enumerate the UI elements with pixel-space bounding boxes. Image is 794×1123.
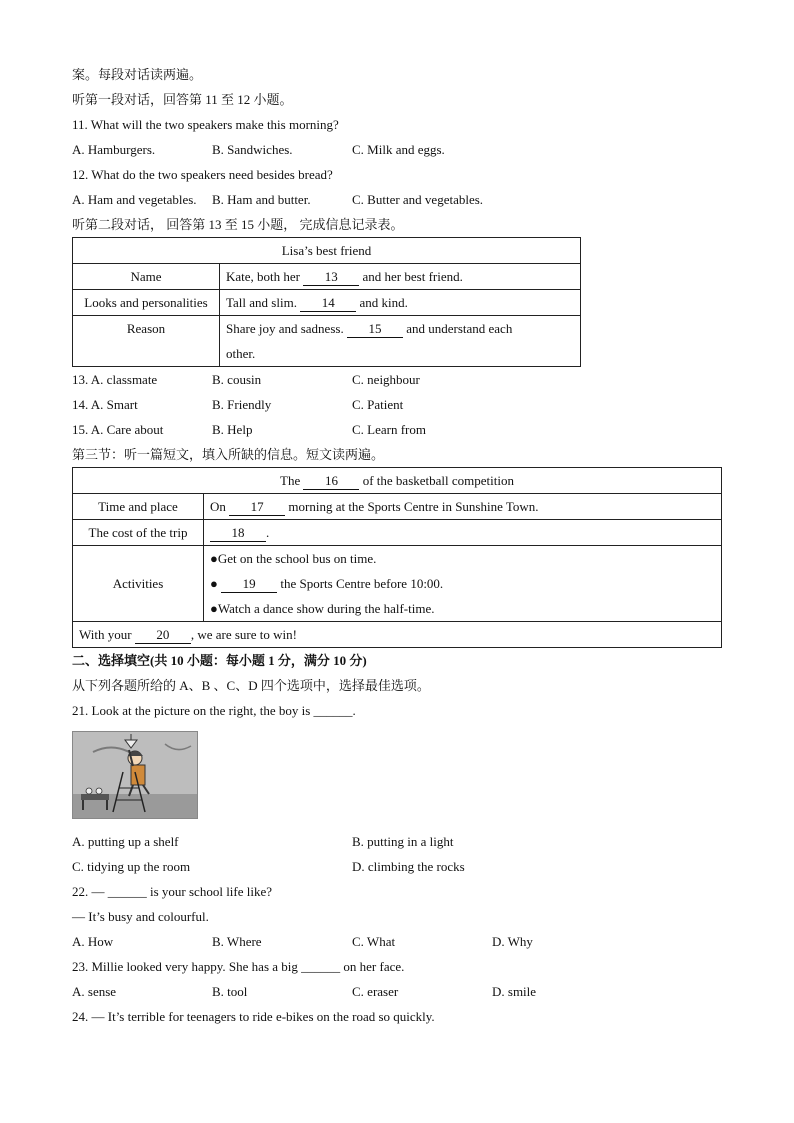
question-stem: 23. Millie looked very happy. She has a big ______ on her face.: [72, 959, 405, 974]
bullet-icon: ●: [210, 551, 218, 566]
question-stem: 12. What do the two speakers need besides bread?: [72, 167, 333, 182]
option: B. Friendly: [212, 397, 272, 412]
option: A. Hamburgers.: [72, 142, 156, 157]
cell-text: and her best friend.: [362, 269, 463, 284]
question-options: [72, 929, 722, 954]
option: C. Butter and vegetables.: [352, 192, 484, 207]
info-table-2: [72, 467, 722, 648]
question-stem: 21. Look at the picture on the right, the boy is ______.: [72, 703, 356, 718]
table-label: Time and place: [73, 494, 204, 520]
cell-text: Share joy and sadness.: [226, 321, 344, 336]
option: 15. A. Care about: [72, 422, 164, 437]
option: A. Ham and vegetables.: [72, 192, 197, 207]
exam-page: [72, 62, 722, 1029]
table-label: The cost of the trip: [73, 520, 204, 546]
option: B. Ham and butter.: [212, 192, 311, 207]
question-options: [72, 854, 722, 879]
question-options: [72, 829, 722, 854]
cell-text: and understand each: [406, 321, 513, 336]
blank: 20: [135, 627, 191, 644]
cell-text: .: [266, 525, 270, 540]
instruction-line: 听第一段对话，回答第 11 至 12 小题。: [72, 92, 293, 107]
table-cell: [220, 316, 581, 367]
question-stem: 24. — It’s terrible for teenagers to ride e-bikes on the road so quickly.: [72, 1009, 435, 1024]
question-options: [72, 979, 722, 1004]
table-cell: [220, 290, 581, 316]
cell-text: Watch a dance show during the half-time.: [217, 601, 435, 616]
question-reply: — It’s busy and colourful.: [72, 909, 209, 924]
cell-text: other.: [226, 346, 256, 361]
blank: 13: [303, 269, 359, 286]
section-intro: 听第二段对话， 回答第 13 至 15 小题， 完成信息记录表。: [72, 217, 404, 232]
option: C. tidying up the room: [72, 859, 191, 874]
table-label: Activities: [73, 546, 204, 622]
question-options: [72, 417, 722, 442]
option: C. eraser: [352, 984, 399, 999]
blank: 15: [347, 321, 403, 338]
table-title: [73, 468, 722, 494]
option: B. Where: [212, 934, 262, 949]
option: C. What: [352, 934, 396, 949]
question-stem: 22. — ______ is your school life like?: [72, 884, 273, 899]
option: A. How: [72, 934, 114, 949]
bullet-icon: ●: [210, 601, 218, 616]
cell-text: Kate, both her: [226, 269, 301, 284]
part-heading: 二、选择填空(共 10 小题：每小题 1 分，满分 10 分): [72, 653, 367, 668]
instruction-line: 案。每段对话读两遍。: [72, 67, 203, 82]
cell-text: morning at the Sports Centre in Sunshine Town.: [288, 499, 539, 514]
boy-on-ladder-image: [73, 732, 197, 818]
cell-text: With your: [79, 627, 132, 642]
part-intro: 从下列各题所给的 A、B 、C、D 四个选项中，选择最佳选项。: [72, 678, 430, 693]
question-picture: [72, 731, 198, 819]
table-cell: [204, 546, 722, 622]
option: B. cousin: [212, 372, 262, 387]
option: C. Patient: [352, 397, 404, 412]
blank: 18: [210, 525, 266, 542]
question-options: [72, 367, 722, 392]
cell-text: the Sports Centre before 10:00.: [280, 576, 444, 591]
table-cell: [204, 494, 722, 520]
question-options: [72, 392, 722, 417]
blank: 17: [229, 499, 285, 516]
option: C. Learn from: [352, 422, 427, 437]
option: C. neighbour: [352, 372, 420, 387]
option: A. sense: [72, 984, 117, 999]
question-options: [72, 187, 722, 212]
section-intro: 第三节：听一篇短文，填入所缺的信息。短文读两遍。: [72, 447, 385, 462]
blank: 14: [300, 295, 356, 312]
cell-text: Tall and slim.: [226, 295, 297, 310]
option: 13. A. classmate: [72, 372, 158, 387]
cell-text: of the basketball competition: [362, 473, 514, 488]
table-label: Looks and personalities: [73, 290, 220, 316]
cell-text: On: [210, 499, 226, 514]
blank: 19: [221, 576, 277, 593]
option: B. Sandwiches.: [212, 142, 293, 157]
table-cell: [204, 520, 722, 546]
option: A. putting up a shelf: [72, 834, 179, 849]
table-footer: [73, 622, 722, 648]
table-label: Name: [73, 264, 220, 290]
cell-text: , we are sure to win!: [190, 627, 297, 642]
cell-text: Get on the school bus on time.: [217, 551, 377, 566]
bullet-icon: ●: [210, 576, 218, 591]
info-table-1: [72, 237, 581, 367]
option: B. Help: [212, 422, 253, 437]
option: D. climbing the rocks: [352, 859, 465, 874]
question-stem: 11. What will the two speakers make this morning?: [72, 117, 339, 132]
option: 14. A. Smart: [72, 397, 138, 412]
option: B. putting in a light: [352, 834, 454, 849]
blank: 16: [303, 473, 359, 490]
table-label: Reason: [73, 316, 220, 367]
option: D. smile: [492, 984, 537, 999]
option: C. Milk and eggs.: [352, 142, 445, 157]
cell-text: and kind.: [359, 295, 408, 310]
table-title: Lisa’s best friend: [73, 238, 581, 264]
cell-text: The: [280, 473, 301, 488]
table-cell: [220, 264, 581, 290]
option: B. tool: [212, 984, 248, 999]
option: D. Why: [492, 934, 533, 949]
question-options: [72, 137, 722, 162]
